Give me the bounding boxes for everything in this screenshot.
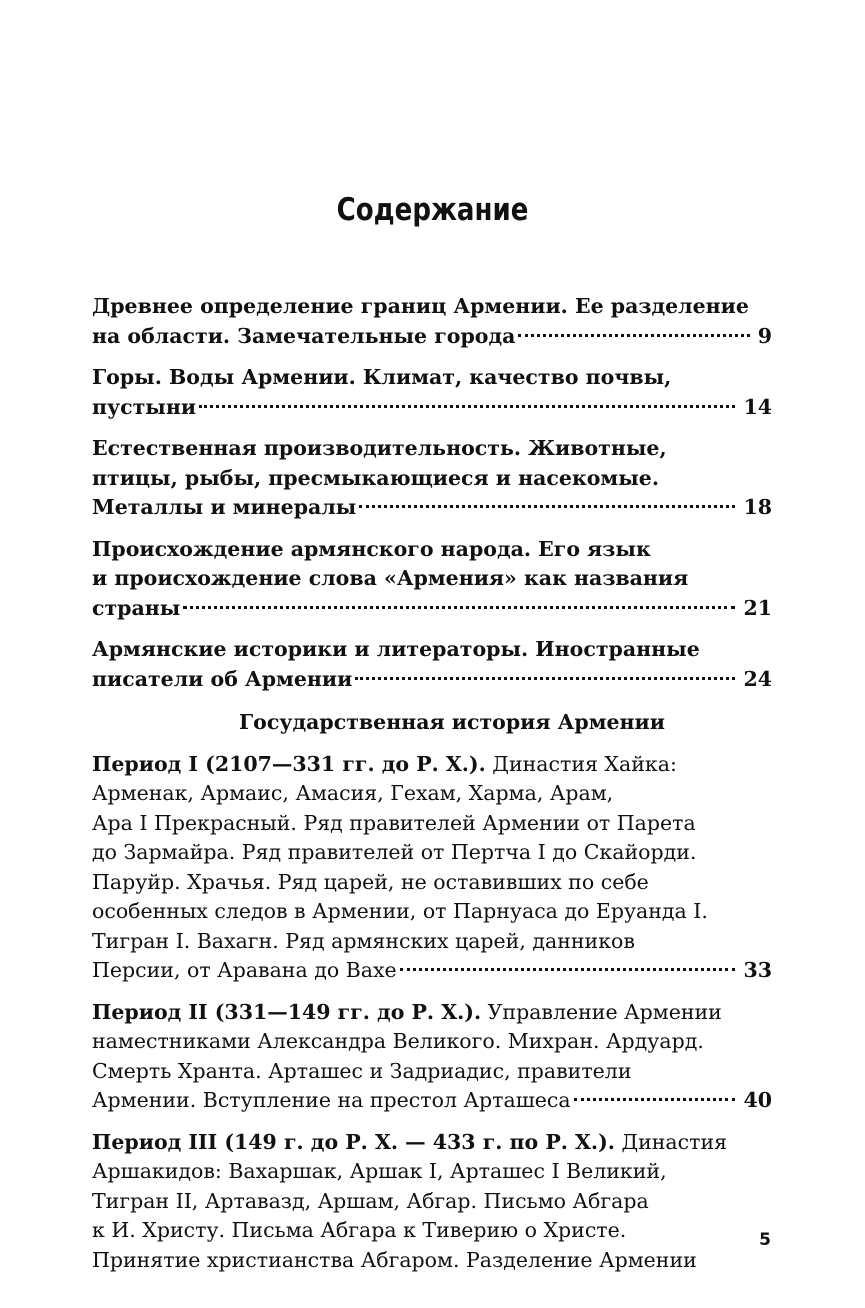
toc-period-entry[interactable] — [92, 750, 772, 986]
toc-entry[interactable] — [92, 535, 772, 624]
toc-entry[interactable] — [92, 363, 772, 422]
period-text: Управление Армении — [481, 999, 722, 1024]
toc-entry-line: до Зармайра. Ряд правителей от Пертча I до Скайорди. — [92, 840, 697, 864]
toc-entry-last-line — [92, 665, 772, 695]
toc-entry-line: Тигран I. Вахагн. Ряд армянских царей, данников — [92, 928, 635, 953]
dot-leader — [574, 1098, 736, 1101]
toc-entry-line: Естественная производительность. Животные, — [92, 436, 667, 460]
dot-leader — [359, 505, 735, 508]
period-label: Период III (149 г. до Р. Х. — 433 г. по Р. Х.). — [92, 1129, 615, 1154]
toc-entry-line: Происхождение армянского народа. Его язык — [92, 536, 651, 561]
page-number: 5 — [759, 1230, 771, 1250]
toc-entry-text: писатели об Армении — [92, 666, 353, 691]
dot-leader — [183, 606, 735, 609]
toc-period-entry[interactable] — [92, 998, 772, 1116]
toc-page-number: 14 — [743, 394, 772, 419]
toc-page-number: 33 — [743, 958, 772, 982]
toc-entry-line: особенных следов в Армении, от Парнуаса до Еруанда I. — [92, 899, 708, 923]
toc-entry-line: Смерть Хранта. Арташес и Задриадис, правители — [92, 1058, 632, 1083]
toc-entry-line: Арменак, Армаис, Амасия, Гехам, Харма, Арам, — [92, 781, 614, 805]
toc-page-number: 21 — [743, 595, 772, 620]
toc-entry-line: Горы. Воды Армении. Климат, качество почвы, — [92, 365, 672, 389]
toc-entry-text: Персии, от Аравана до Вахе — [92, 958, 397, 982]
dot-leader — [199, 405, 735, 408]
toc-entry-line: птицы, рыбы, пресмыкающиеся и насекомые. — [92, 465, 659, 490]
toc-entry-last-line — [92, 1086, 772, 1116]
toc-entry-line: Армянские историки и литераторы. Иностранные — [92, 637, 700, 661]
toc-entry-line — [92, 750, 772, 780]
toc-entry[interactable] — [92, 635, 772, 694]
period-label: Период II (331—149 гг. до Р. Х.). — [92, 999, 482, 1024]
toc-entry-line: Тигран II, Артавазд, Аршам, Абгар. Письмо Абгара — [92, 1188, 649, 1213]
toc-entry-line: Принятие христианства Абгаром. Разделение Армении — [92, 1247, 697, 1272]
toc-entry-line: и происхождение слова «Армения» как названия — [92, 566, 689, 590]
toc-entry-line: Древнее определение границ Армении. Ее разделение — [92, 294, 749, 318]
toc-entry-last-line — [92, 322, 772, 352]
dot-leader — [400, 968, 736, 971]
toc-entry-line: Аршакидов: Вахаршак, Аршак I, Арташес I Великий, — [92, 1159, 667, 1183]
toc-entry-line: Ара I Прекрасный. Ряд правителей Армении от Парета — [92, 810, 696, 835]
toc-entry-last-line — [92, 594, 772, 624]
toc-entry[interactable] — [92, 292, 772, 351]
period-text: Династия Хайка: — [485, 751, 677, 776]
toc-entry-line — [92, 998, 772, 1028]
toc-entry[interactable] — [92, 434, 772, 523]
toc-entry-line: Паруйр. Храчья. Ряд царей, не оставивших по себе — [92, 869, 649, 894]
toc-entry-line — [92, 1128, 772, 1158]
period-label: Период I (2107—331 гг. до Р. Х.). — [92, 751, 486, 776]
toc-entry-last-line — [92, 393, 772, 423]
toc-entry-last-line — [92, 493, 772, 523]
period-text: Династия — [614, 1129, 728, 1154]
toc-entry-line: наместниками Александра Великого. Михран. Ардуард. — [92, 1029, 704, 1053]
toc-entry-text: страны — [92, 595, 181, 620]
toc-page-number: 40 — [743, 1088, 772, 1112]
table-of-contents — [92, 292, 772, 1287]
toc-period-entry[interactable] — [92, 1128, 772, 1276]
toc-entry-line: к И. Христу. Письма Абгара к Тиверию о Христе. — [92, 1218, 627, 1242]
toc-page-number: 24 — [743, 666, 772, 691]
toc-entry-text: Армении. Вступление на престол Арташеса — [92, 1088, 571, 1112]
dot-leader — [355, 677, 735, 680]
toc-entry-last-line — [92, 956, 772, 986]
section-heading: Государственная история Армении — [239, 710, 665, 734]
dot-leader — [518, 334, 749, 337]
toc-entry-text: на области. Замечательные города — [92, 323, 516, 348]
toc-entry-text: пустыни — [92, 394, 197, 419]
page-title: Содержание — [336, 192, 529, 228]
toc-entry-text: Металлы и минералы — [92, 495, 357, 519]
toc-page-number: 18 — [743, 495, 772, 519]
toc-page-number: 9 — [757, 323, 772, 348]
